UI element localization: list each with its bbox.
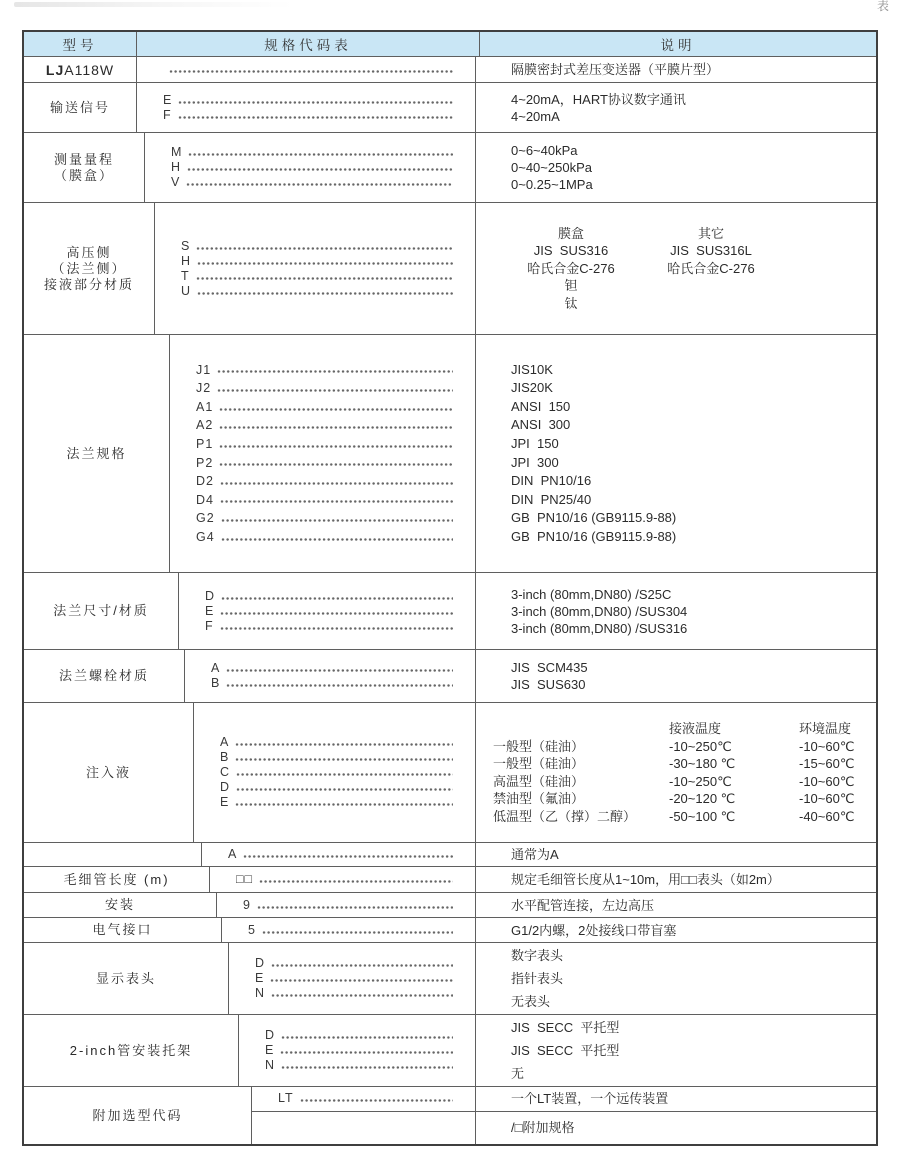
dot-leader — [197, 291, 453, 296]
desc-cell — [476, 703, 876, 842]
desc-line: 3-inch (80mm,DN80) /S25C — [511, 586, 672, 602]
code-letter: J2 — [196, 381, 212, 396]
dot-leader — [220, 499, 453, 504]
row-usually-a — [24, 842, 876, 866]
code-line — [196, 379, 465, 398]
fill-cell: -10~60℃ — [799, 791, 855, 806]
dot-leader — [235, 802, 453, 807]
dot-leader — [217, 369, 453, 374]
code-line — [243, 898, 465, 913]
desc-cell — [476, 1112, 876, 1144]
code-cell — [137, 83, 476, 132]
code-line — [205, 589, 465, 604]
code-cell — [202, 843, 476, 866]
label-line: 毛细管长度 (m) — [63, 871, 170, 887]
dot-leader — [270, 978, 453, 983]
desc-cell — [476, 893, 876, 917]
code-line — [265, 1058, 465, 1073]
desc-line: 无 — [511, 1066, 525, 1081]
fill-cell: -15~60℃ — [799, 756, 855, 771]
row-label — [24, 943, 229, 1014]
fill-col-header: 接液温度 — [669, 721, 722, 736]
code-line — [220, 765, 465, 780]
model-code — [46, 62, 114, 78]
fill-cell: 一般型（硅油） — [493, 738, 585, 754]
row-label — [24, 918, 222, 942]
materials-cell: JIS SUS316 — [533, 243, 609, 259]
dot-leader — [281, 1065, 453, 1070]
code-letter: F — [205, 618, 214, 633]
desc-line: JIS20K — [511, 380, 553, 396]
code-letter: D2 — [196, 474, 214, 489]
dot-leader — [257, 905, 453, 910]
code-cell — [185, 650, 476, 702]
dot-leader — [217, 388, 453, 393]
dot-leader — [281, 1035, 453, 1040]
fill-fluid-table — [476, 720, 876, 825]
code-cell — [217, 893, 476, 917]
code-line — [205, 604, 465, 619]
code-line — [196, 416, 465, 435]
row-label — [24, 1087, 252, 1144]
code-letter: A2 — [196, 418, 214, 433]
code-letter: C — [220, 765, 231, 779]
code-letter: T — [181, 268, 190, 283]
code-letter: P1 — [196, 436, 214, 451]
code-letter: V — [171, 175, 181, 189]
label-line: 法兰规格 — [66, 445, 127, 461]
fill-cell: 禁油型（氟油） — [493, 791, 585, 806]
materials-cell: 钛 — [564, 295, 578, 311]
code-letter: LT — [278, 1091, 294, 1106]
desc-line: GB PN10/16 (GB9115.9-88) — [511, 510, 677, 526]
label-line: 附加选型代码 — [92, 1107, 183, 1123]
desc-line: 一个LT装置，一个远传装置 — [511, 1091, 669, 1107]
option-subrow — [252, 1111, 876, 1144]
row-label — [24, 703, 194, 842]
fill-cell: -20~120 ℃ — [669, 791, 736, 806]
fill-cell: -30~180 ℃ — [669, 756, 736, 771]
code-line — [220, 750, 465, 765]
desc-line: 4~20mA — [511, 108, 560, 124]
desc-cell — [476, 203, 876, 334]
col-header-desc — [480, 32, 876, 56]
materials-cell — [631, 277, 791, 295]
code-letter: U — [181, 283, 192, 298]
row-model — [24, 56, 876, 82]
code-letter: D4 — [196, 492, 214, 507]
code-letter: B — [220, 750, 230, 764]
row-label — [24, 203, 155, 334]
row-label — [24, 650, 185, 702]
materials-table — [476, 225, 876, 313]
materials-col-header: 其它 — [697, 225, 724, 241]
code-line — [171, 160, 465, 175]
code-line — [171, 175, 465, 190]
desc-line: 数字表头 — [511, 948, 564, 963]
code-line — [220, 735, 465, 750]
code-line — [196, 528, 465, 547]
dot-leader — [221, 596, 453, 601]
label-line: 2-inch管安装托架 — [69, 1042, 193, 1058]
code-letter: D — [265, 1028, 276, 1042]
label-line: 高压侧 — [66, 244, 112, 260]
fill-col-header: 环境温度 — [799, 721, 852, 736]
col-header-code-label: 规格代码表 — [264, 38, 352, 53]
code-line — [255, 956, 465, 971]
code-letter: E — [163, 92, 173, 107]
dot-leader — [236, 772, 453, 777]
label-line: 电气接口 — [92, 922, 153, 937]
desc-cell — [476, 843, 876, 866]
table-body — [24, 56, 876, 1144]
label-line: （膜盒） — [53, 167, 114, 183]
desc-line: DIN PN10/16 — [511, 473, 592, 489]
label-line: （法兰侧） — [51, 260, 127, 276]
materials-cell: 钽 — [564, 278, 578, 294]
code-letter: E — [255, 971, 265, 985]
desc-line: 0~0.25~1MPa — [511, 177, 593, 192]
dot-leader — [226, 668, 453, 673]
desc-line: 通常为A — [511, 847, 559, 862]
fill-cell: -10~60℃ — [799, 773, 855, 789]
label-line: 安装 — [104, 897, 135, 912]
code-line — [196, 509, 465, 528]
desc-line: 4~20mA，HART协议数字通讯 — [511, 91, 686, 107]
scan-artifact — [14, 2, 294, 7]
label-line: 法兰螺栓材质 — [58, 668, 149, 683]
desc-line: 0~6~40kPa — [511, 143, 578, 158]
code-letter: E — [220, 795, 230, 809]
code-cell — [137, 57, 476, 82]
dot-leader — [221, 518, 453, 523]
dot-leader — [243, 854, 453, 859]
code-letter: A — [228, 847, 238, 861]
label-line: 测量量程 — [53, 151, 114, 167]
code-letter: B — [211, 676, 221, 690]
desc-line: GB PN10/16 (GB9115.9-88) — [511, 528, 677, 544]
code-line — [181, 254, 465, 269]
desc-cell — [476, 57, 876, 82]
row-signal — [24, 82, 876, 132]
code-letter: 9 — [243, 897, 251, 912]
dot-leader — [169, 69, 453, 74]
label-line: 显示表头 — [95, 970, 156, 986]
desc-line: JPI 300 — [511, 454, 559, 470]
code-letter: E — [205, 603, 215, 618]
code-letter: N — [265, 1058, 276, 1072]
desc-line: ANSI 150 — [511, 398, 571, 414]
dot-leader — [220, 481, 453, 486]
code-line — [196, 491, 465, 510]
desc-line: ANSI 300 — [511, 417, 571, 433]
code-letter: 5 — [248, 922, 256, 937]
code-line — [196, 454, 465, 473]
code-line — [163, 93, 465, 108]
row-display-head — [24, 942, 876, 1014]
row-electrical-connection — [24, 917, 876, 942]
dot-leader — [221, 537, 453, 542]
row-hp-side-material — [24, 202, 876, 334]
code-line — [181, 269, 465, 284]
code-letter: A — [211, 661, 221, 675]
dot-leader — [235, 742, 453, 747]
label-line: 输送信号 — [49, 99, 110, 115]
code-line — [163, 67, 465, 72]
materials-cell: JIS SUS316L — [670, 243, 752, 259]
dot-leader — [262, 930, 453, 935]
materials-cell: 哈氏合金C-276 — [667, 260, 755, 276]
row-label — [24, 83, 137, 132]
code-line — [181, 239, 465, 254]
fill-cell: -40~60℃ — [799, 808, 855, 824]
desc-line: JIS SECC 平托型 — [511, 1020, 620, 1035]
label-line: 法兰尺寸/材质 — [53, 603, 149, 618]
dot-leader — [178, 115, 453, 120]
fill-cell: -50~100 ℃ — [669, 808, 736, 824]
dot-leader — [186, 182, 453, 187]
col-header-model-label: 型号 — [62, 38, 98, 53]
code-line — [265, 1028, 465, 1043]
code-letter: M — [171, 145, 183, 159]
code-letter: J1 — [196, 362, 212, 377]
fill-cell: -10~60℃ — [799, 738, 855, 754]
desc-line: JIS SCM435 — [511, 660, 588, 675]
dot-leader — [259, 879, 453, 884]
code-line — [211, 661, 465, 676]
code-line — [196, 361, 465, 380]
dot-leader — [178, 100, 453, 105]
code-letter: F — [163, 107, 172, 122]
dot-leader — [271, 993, 453, 998]
fill-header-spacer — [493, 720, 669, 738]
desc-line: 0~40~250kPa — [511, 160, 592, 175]
desc-cell — [476, 1015, 876, 1086]
code-letter: N — [255, 986, 266, 1000]
code-line — [220, 795, 465, 810]
code-letter: A — [220, 735, 230, 749]
code-letter: H — [181, 253, 192, 268]
code-line — [205, 619, 465, 634]
code-line — [196, 398, 465, 417]
code-line — [236, 872, 465, 887]
desc-cell — [476, 573, 876, 649]
dot-leader — [300, 1098, 453, 1103]
fill-cell: 低温型（乙（撑）二醇） — [493, 808, 637, 824]
desc-line: 3-inch (80mm,DN80) /SUS304 — [511, 603, 688, 619]
materials-cell — [631, 295, 791, 313]
dot-leader — [219, 407, 453, 412]
code-letter: D — [205, 588, 216, 603]
dot-leader — [188, 152, 453, 157]
code-cell — [229, 943, 476, 1014]
row-range — [24, 132, 876, 202]
row-label — [24, 335, 170, 572]
code-letter: P2 — [196, 455, 214, 470]
dot-leader — [219, 425, 453, 430]
label-line: 接液部分材质 — [43, 276, 134, 292]
fill-cell: -10~250℃ — [669, 773, 732, 789]
row-flange-bolt-material — [24, 649, 876, 702]
code-letter: D — [220, 780, 231, 794]
code-line — [278, 1091, 465, 1106]
row-mounting — [24, 892, 876, 917]
row-label — [24, 893, 217, 917]
desc-line: G1/2内螺，2处接线口带盲塞 — [511, 922, 677, 938]
code-cell — [252, 1087, 476, 1111]
code-line — [255, 971, 465, 986]
code-letter: H — [171, 160, 182, 174]
row-label — [24, 867, 210, 892]
code-cell — [222, 918, 476, 942]
desc-line: JIS SUS630 — [511, 677, 586, 692]
desc-cell — [476, 335, 876, 572]
dot-leader — [196, 246, 453, 251]
model-code-prefix: LJ — [45, 61, 65, 78]
code-cell — [155, 203, 476, 334]
dot-leader — [197, 261, 453, 266]
code-line — [163, 108, 465, 123]
desc-cell — [476, 1087, 876, 1111]
desc-line: JIS SECC 平托型 — [511, 1043, 620, 1058]
dot-leader — [219, 462, 453, 467]
row-label — [24, 573, 179, 649]
model-code-rest: A118W — [64, 61, 115, 78]
desc-line: 隔膜密封式差压变送器（平膜片型） — [511, 62, 720, 77]
desc-cell — [476, 867, 876, 892]
col-header-code — [137, 32, 480, 56]
code-cell — [194, 703, 476, 842]
row-label — [24, 843, 202, 866]
row-flange-spec — [24, 334, 876, 572]
desc-line: 规定毛细管长度从1~10m，用□□表头（如2m） — [511, 872, 780, 887]
desc-cell — [476, 650, 876, 702]
fill-cell: 一般型（硅油） — [493, 756, 585, 771]
fill-cell: 高温型（硅油） — [493, 773, 585, 789]
option-subrow — [252, 1087, 876, 1111]
code-line — [228, 847, 465, 862]
dot-leader — [236, 787, 453, 792]
code-letter: E — [265, 1043, 275, 1057]
desc-cell — [476, 943, 876, 1014]
desc-line: /□附加规格 — [511, 1120, 575, 1136]
dot-leader — [226, 683, 453, 688]
row-flange-size-material — [24, 572, 876, 649]
row-additional-options — [24, 1086, 876, 1144]
code-line — [196, 472, 465, 491]
code-line — [181, 284, 465, 299]
desc-line: DIN PN25/40 — [511, 491, 592, 507]
code-cell — [170, 335, 476, 572]
code-line — [171, 145, 465, 160]
fill-cell: -10~250℃ — [669, 738, 732, 754]
page-corner-note: 表 — [876, 0, 890, 13]
row-label — [24, 1015, 239, 1086]
code-line — [220, 780, 465, 795]
desc-line: 无表头 — [511, 994, 551, 1009]
code-line — [265, 1043, 465, 1058]
dot-leader — [235, 757, 453, 762]
dot-leader — [220, 611, 453, 616]
desc-line: 3-inch (80mm,DN80) /SUS316 — [511, 620, 688, 636]
dot-leader — [220, 626, 453, 631]
table-header-row — [24, 32, 876, 56]
dot-leader — [196, 276, 453, 281]
dot-leader — [219, 444, 453, 449]
desc-cell — [476, 133, 876, 202]
code-cell — [145, 133, 476, 202]
option-subrows — [252, 1087, 876, 1144]
spec-code-table — [22, 30, 878, 1146]
code-cell — [179, 573, 476, 649]
desc-line: JPI 150 — [511, 435, 559, 451]
code-line — [211, 676, 465, 691]
code-letter: D — [255, 956, 266, 970]
desc-line: JIS10K — [511, 361, 553, 377]
code-line — [248, 923, 465, 938]
code-letter: G2 — [196, 511, 215, 526]
code-line — [196, 435, 465, 454]
desc-line: 水平配管连接，左边高压 — [511, 897, 655, 913]
row-fill-fluid — [24, 702, 876, 842]
row-capillary-length — [24, 866, 876, 892]
materials-cell: 哈氏合金C-276 — [527, 260, 615, 276]
code-letter: S — [181, 238, 191, 253]
code-cell — [210, 867, 476, 892]
row-label — [24, 57, 137, 82]
desc-line: 指针表头 — [511, 971, 564, 986]
col-header-model — [24, 32, 137, 56]
row-label — [24, 133, 145, 202]
dot-leader — [271, 963, 453, 968]
code-cell — [239, 1015, 476, 1086]
col-header-desc-label: 说明 — [660, 38, 696, 53]
code-letter: G4 — [196, 529, 215, 544]
code-line — [255, 986, 465, 1001]
dot-leader — [280, 1050, 453, 1055]
label-line: 注入液 — [85, 764, 131, 780]
materials-col-header: 膜盒 — [557, 225, 584, 241]
desc-cell — [476, 918, 876, 942]
dot-leader — [187, 167, 453, 172]
code-cell — [252, 1112, 476, 1144]
code-letter: A1 — [196, 399, 214, 414]
code-letter: □□ — [236, 872, 254, 886]
row-pipe-bracket — [24, 1014, 876, 1086]
desc-cell — [476, 83, 876, 132]
